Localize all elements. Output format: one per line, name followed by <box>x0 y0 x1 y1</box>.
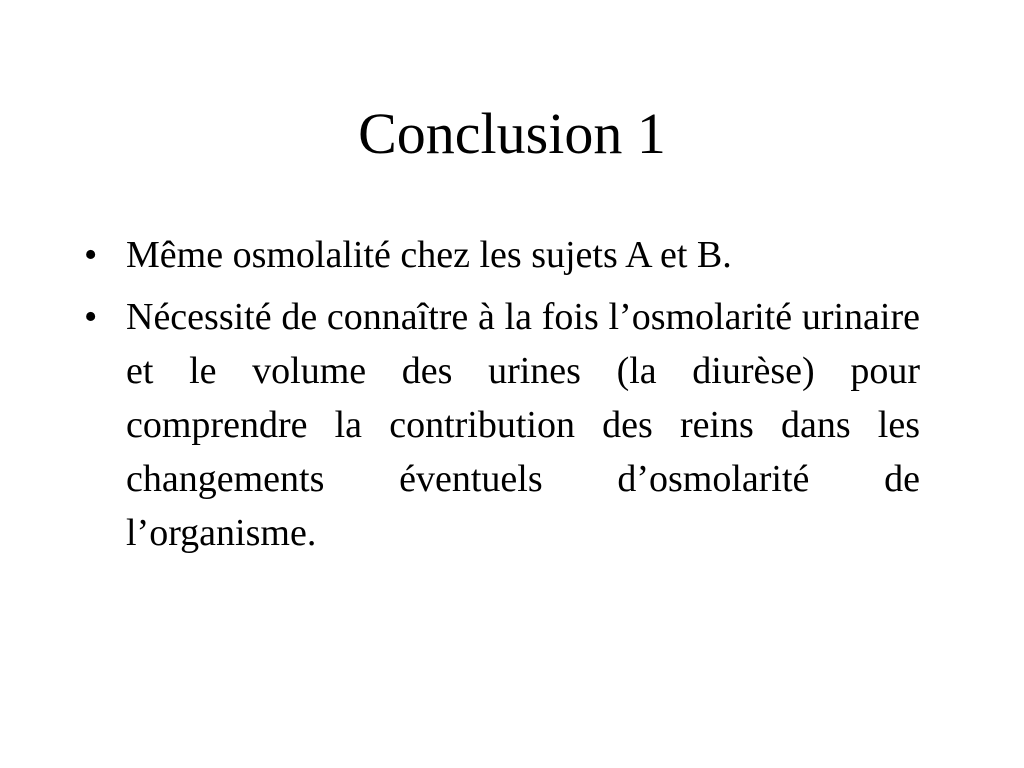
bullet-text: Même osmolalité chez les sujets A et B. <box>126 234 732 276</box>
bullet-icon: • <box>84 296 98 338</box>
slide-title: Conclusion 1 <box>358 101 666 166</box>
bullet-text: Nécessité de connaître à la fois l’osmolarité urinaire et le volume des urines (la diurèse) pour comprendre la contribution des reins dans les changements éventuels d’osmolarité de l’organisme. <box>126 296 920 554</box>
bullet-list <box>84 228 920 568</box>
bullet-icon: • <box>84 234 98 276</box>
bullet-item <box>84 228 920 282</box>
bullet-item <box>84 290 920 560</box>
